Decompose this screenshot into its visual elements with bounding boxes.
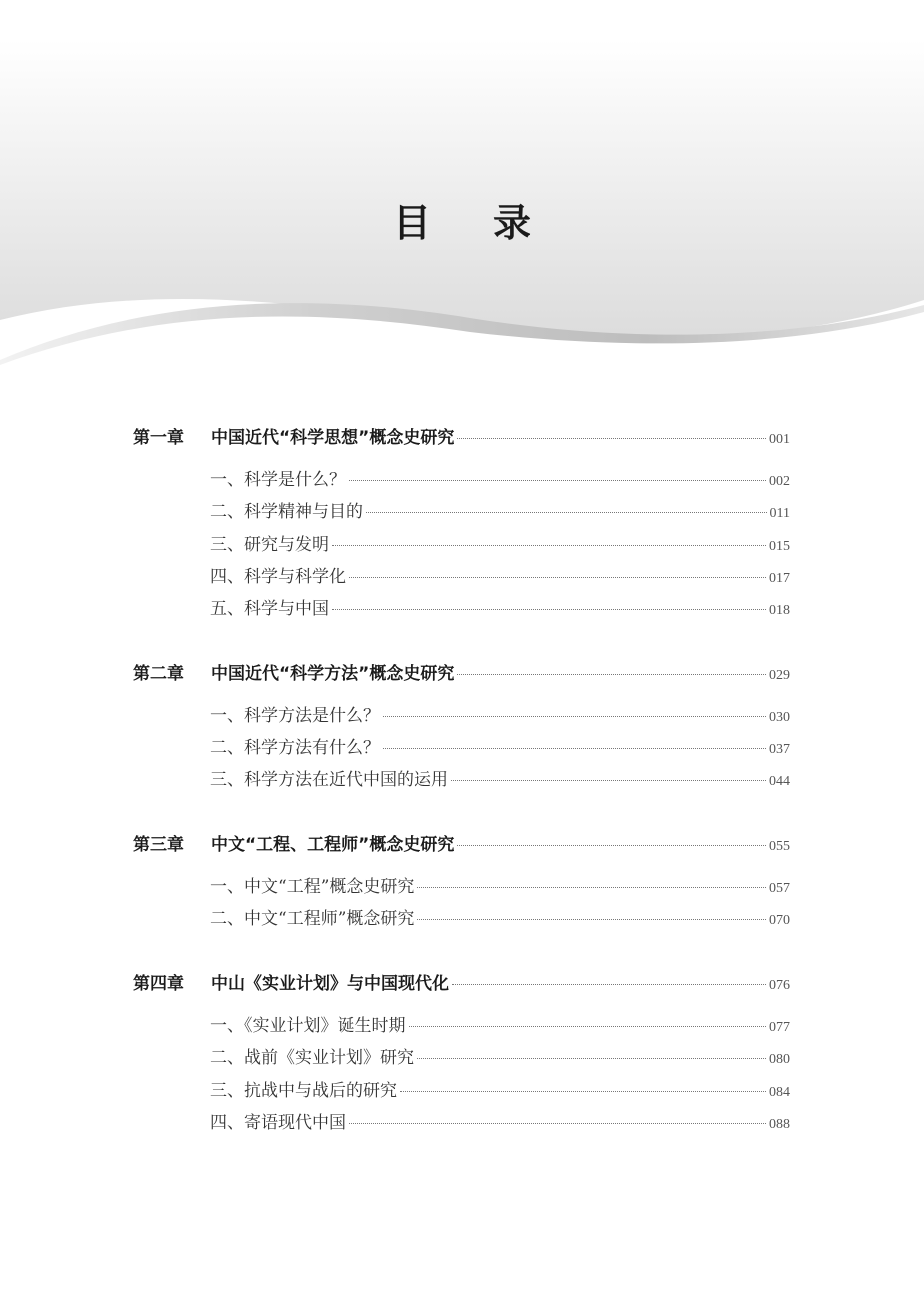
section-title: 一、中文“工程”概念史研究 bbox=[210, 877, 415, 897]
toc-section[interactable] bbox=[210, 562, 790, 587]
dot-leader bbox=[457, 845, 766, 846]
toc-section[interactable] bbox=[210, 1108, 790, 1133]
section-title: 三、科学方法在近代中国的运用 bbox=[210, 770, 448, 790]
dot-leader bbox=[332, 545, 766, 546]
toc-section[interactable] bbox=[210, 701, 790, 726]
toc-section[interactable] bbox=[210, 765, 790, 790]
chapter-number: 第三章 bbox=[133, 835, 184, 855]
page-number: 044 bbox=[769, 774, 790, 789]
toc-section[interactable] bbox=[210, 594, 790, 619]
section-title: 五、科学与中国 bbox=[210, 599, 329, 619]
section-title: 三、研究与发明 bbox=[210, 535, 329, 555]
dot-leader bbox=[417, 887, 766, 888]
page-number: 015 bbox=[769, 539, 790, 554]
dot-leader bbox=[417, 919, 766, 920]
dot-leader bbox=[383, 716, 766, 717]
dot-leader bbox=[349, 480, 766, 481]
toc-section[interactable] bbox=[210, 1043, 790, 1068]
section-title: 一、科学是什么？ bbox=[210, 470, 346, 490]
section-title: 二、科学精神与目的 bbox=[210, 502, 363, 522]
section-title: 二、科学方法有什么？ bbox=[210, 738, 380, 758]
toc-chapter-4[interactable] bbox=[133, 969, 790, 994]
dot-leader bbox=[451, 780, 766, 781]
toc-section[interactable] bbox=[210, 1011, 790, 1036]
toc-chapter-1[interactable] bbox=[133, 423, 790, 448]
section-title: 三、抗战中与战后的研究 bbox=[210, 1081, 397, 1101]
toc-section[interactable] bbox=[210, 872, 790, 897]
dot-leader bbox=[332, 609, 766, 610]
page-number: 011 bbox=[769, 506, 790, 521]
page-number: 084 bbox=[769, 1085, 790, 1100]
page-title-part1: 目 bbox=[392, 201, 431, 245]
dot-leader bbox=[349, 577, 766, 578]
toc-chapter-3[interactable] bbox=[133, 830, 790, 855]
page-number: 001 bbox=[769, 432, 790, 447]
dot-leader bbox=[366, 512, 767, 513]
chapter-title: 中文“工程、工程师”概念史研究 bbox=[211, 835, 455, 855]
dot-leader bbox=[409, 1026, 767, 1027]
page-number: 037 bbox=[769, 742, 790, 757]
page-number: 055 bbox=[769, 839, 790, 854]
chapter-number: 第一章 bbox=[133, 428, 184, 448]
section-title: 一、《实业计划》诞生时期 bbox=[210, 1016, 406, 1036]
page-number: 088 bbox=[769, 1117, 790, 1132]
dot-leader bbox=[452, 984, 766, 985]
chapter-title: 中国近代“科学方法”概念史研究 bbox=[211, 664, 455, 684]
section-title: 二、战前《实业计划》研究 bbox=[210, 1048, 414, 1068]
section-title: 一、科学方法是什么？ bbox=[210, 706, 380, 726]
section-title: 四、寄语现代中国 bbox=[210, 1113, 346, 1133]
dot-leader bbox=[349, 1123, 766, 1124]
toc-section[interactable] bbox=[210, 1076, 790, 1101]
toc-chapter-2[interactable] bbox=[133, 659, 790, 684]
toc-section[interactable] bbox=[210, 465, 790, 490]
section-title: 二、中文“工程师”概念研究 bbox=[210, 909, 415, 929]
page-number: 076 bbox=[769, 978, 790, 993]
dot-leader bbox=[383, 748, 766, 749]
page-number: 030 bbox=[769, 710, 790, 725]
chapter-title: 中山《实业计划》与中国现代化 bbox=[211, 974, 449, 994]
section-title: 四、科学与科学化 bbox=[210, 567, 346, 587]
dot-leader bbox=[417, 1058, 766, 1059]
chapter-title: 中国近代“科学思想”概念史研究 bbox=[211, 428, 455, 448]
page-title-part2: 录 bbox=[493, 201, 532, 245]
page-number: 057 bbox=[769, 881, 790, 896]
dot-leader bbox=[457, 438, 766, 439]
toc-section[interactable] bbox=[210, 497, 790, 522]
chapter-number: 第二章 bbox=[133, 664, 184, 684]
chapter-number: 第四章 bbox=[133, 974, 184, 994]
page-number: 002 bbox=[769, 474, 790, 489]
toc-section[interactable] bbox=[210, 733, 790, 758]
toc-section[interactable] bbox=[210, 530, 790, 555]
page-number: 077 bbox=[769, 1020, 790, 1035]
page-number: 017 bbox=[769, 571, 790, 586]
dot-leader bbox=[400, 1091, 766, 1092]
page-number: 029 bbox=[769, 668, 790, 683]
dot-leader bbox=[457, 674, 766, 675]
toc-section[interactable] bbox=[210, 904, 790, 929]
page-number: 080 bbox=[769, 1052, 790, 1067]
page-number: 070 bbox=[769, 913, 790, 928]
page-number: 018 bbox=[769, 603, 790, 618]
